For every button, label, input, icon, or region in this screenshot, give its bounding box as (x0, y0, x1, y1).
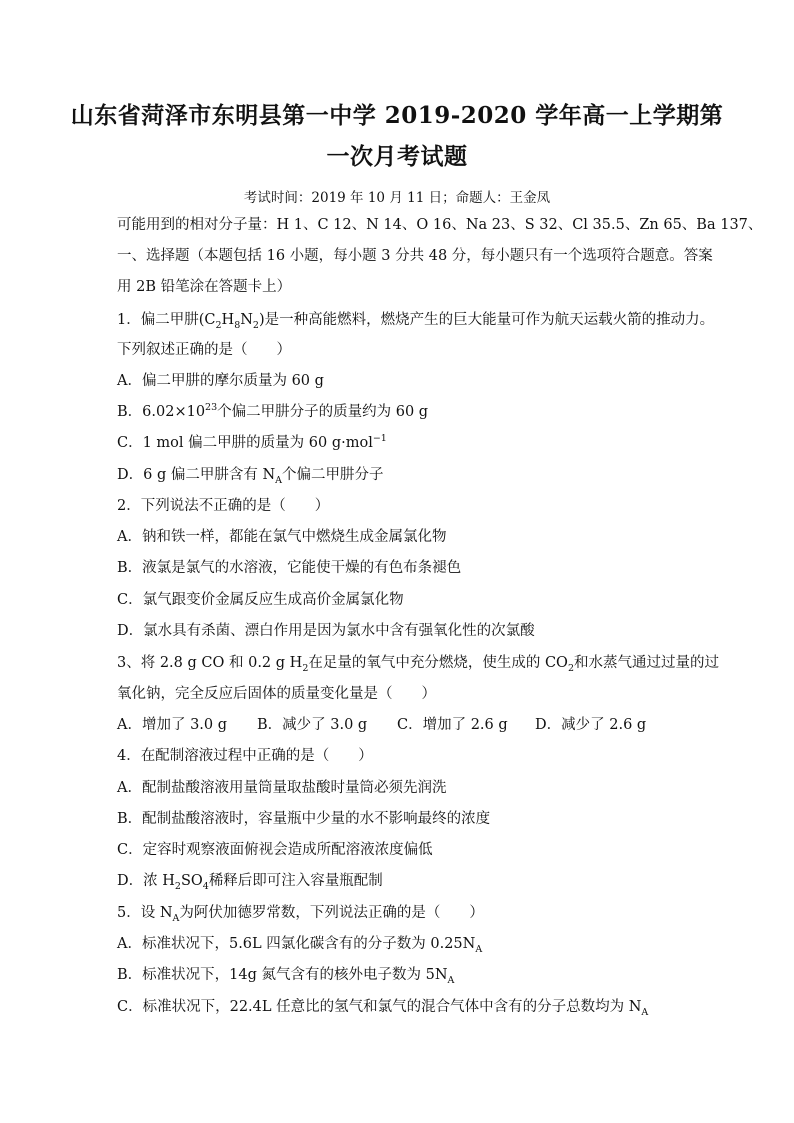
q4-option-b: B．配制盐酸溶液时，容量瓶中少量的水不影响最终的浓度 (117, 811, 491, 827)
q5-stem (117, 903, 484, 923)
q1-option-a: A．偏二甲肼的摩尔质量为 60 g (117, 373, 324, 389)
q1-stem-text: H (221, 312, 235, 328)
q5-option-b (117, 965, 454, 985)
q2-option-d: D．氯水具有杀菌、漂白作用是因为氯水中含有强氧化性的次氯酸 (117, 623, 535, 639)
q4-option-c: C．定容时观察液面俯视会造成所配溶液浓度偏低 (117, 842, 433, 858)
q5-option-c-text: C．标准状况下，22.4L 任意比的氢气和氯气的混合气体中含有的分子总数均为 N (117, 999, 642, 1015)
q5-option-b-text: B．标准状况下，14g 氮气含有的核外电子数为 5N (117, 967, 448, 983)
q4-option-a: A．配制盐酸溶液用量筒量取盐酸时量筒必须先润洗 (117, 780, 447, 796)
q4-option-d-text: 稀释后即可注入容量瓶配制 (208, 873, 383, 889)
q1-option-d (117, 465, 384, 485)
subscript: 2 (567, 662, 574, 674)
subscript: 4 (202, 880, 209, 892)
q2-option-a: A．钠和铁一样，都能在氯气中燃烧生成金属氯化物 (117, 529, 447, 545)
q4-option-d (117, 871, 383, 891)
q4-option-d-text: SO (180, 873, 203, 889)
q5-stem-text: 5．设 N (117, 905, 173, 921)
q2-option-c: C．氯气跟变价金属反应生成高价金属氯化物 (117, 592, 404, 608)
q3-options-row (117, 715, 677, 735)
q1-option-d-text: D．6 g 偏二甲肼含有 N (117, 467, 276, 483)
q2-stem: 2．下列说法不正确的是（ ） (117, 498, 330, 514)
q1-stem-line-1 (117, 310, 714, 330)
atomic-masses-note: 可能用到的相对分子量：H 1、C 12、N 14、O 16、Na 23、S 32、Cl 35.5、Zn 65、Ba 137、 (117, 217, 763, 233)
subscript: A (447, 974, 455, 986)
subscript: 2 (174, 880, 181, 892)
q5-option-c (117, 997, 648, 1017)
section-instructions-line-2: 用 2B 铅笔涂在答题卡上） (117, 279, 292, 295)
q3-stem-text: 在足量的氧气中充分燃烧，使生成的 CO (308, 655, 568, 671)
superscript: 23 (205, 402, 218, 414)
exam-title-line-1: 山东省菏泽市东明县第一中学 2019-2020 学年高一上学期第 (70, 102, 724, 129)
q1-option-b-text: B．6.02×10 (117, 404, 206, 420)
q3-stem-text: 3、将 2.8 g CO 和 0.2 g H (117, 655, 303, 671)
q3-stem-line-1 (117, 653, 719, 673)
q3-stem-line-2: 氧化钠，完全反应后固体的质量变化量是（ ） (117, 686, 436, 702)
q5-option-a (117, 934, 482, 954)
q1-option-b (117, 402, 428, 422)
subscript: A (275, 474, 283, 486)
q4-option-d-text: D．浓 H (117, 873, 175, 889)
q2-option-b: B．液氯是氯气的水溶液，它能使干燥的有色布条褪色 (117, 560, 462, 576)
subscript: A (172, 912, 180, 924)
subscript: A (641, 1006, 649, 1018)
q1-option-d-text: 个偏二甲肼分子 (282, 467, 384, 483)
subscript: 2 (215, 319, 222, 331)
q3-option-a: A．增加了 3.0 g (117, 717, 228, 733)
q3-option-b: B．减少了 3.0 g (257, 717, 368, 733)
q1-stem-line-2: 下列叙述正确的是（ ） (117, 342, 291, 358)
q1-option-b-text: 个偏二甲肼分子的质量约为 60 g (217, 404, 429, 420)
subscript: 8 (234, 319, 241, 331)
subscript: 2 (302, 662, 309, 674)
q3-option-c: C．增加了 2.6 g (397, 717, 508, 733)
section-instructions-line-1: 一、选择题（本题包括 16 小题，每小题 3 分共 48 分，每小题只有一个选项符合题意。答案 (117, 248, 713, 264)
q5-stem-text: 为阿伏加德罗常数，下列说法正确的是（ ） (179, 905, 484, 921)
q3-stem-text: 和水蒸气通过过量的过 (574, 655, 719, 671)
q1-option-c (117, 433, 387, 453)
q5-option-a-text: A．标准状况下，5.6L 四氯化碳含有的分子数为 0.25N (117, 936, 476, 952)
q1-stem-text: N (240, 312, 253, 328)
exam-title-line-2: 一次月考试题 (326, 143, 468, 170)
subscript: A (475, 943, 483, 955)
exam-info: 考试时间：2019 年 10 月 11 日；命题人：王金凤 (243, 190, 551, 206)
q4-stem: 4．在配制溶液过程中正确的是（ ） (117, 748, 373, 764)
q1-stem-text: 1．偏二甲肼(C (117, 312, 216, 328)
q1-option-c-text: C．1 mol 偏二甲肼的质量为 60 g·mol (117, 435, 373, 451)
subscript: 2 (252, 319, 259, 331)
q3-option-d: D．减少了 2.6 g (535, 717, 647, 733)
superscript: −1 (372, 433, 387, 445)
q1-stem-text: )是一种高能燃料，燃烧产生的巨大能量可作为航天运载火箭的推动力。 (258, 312, 715, 328)
